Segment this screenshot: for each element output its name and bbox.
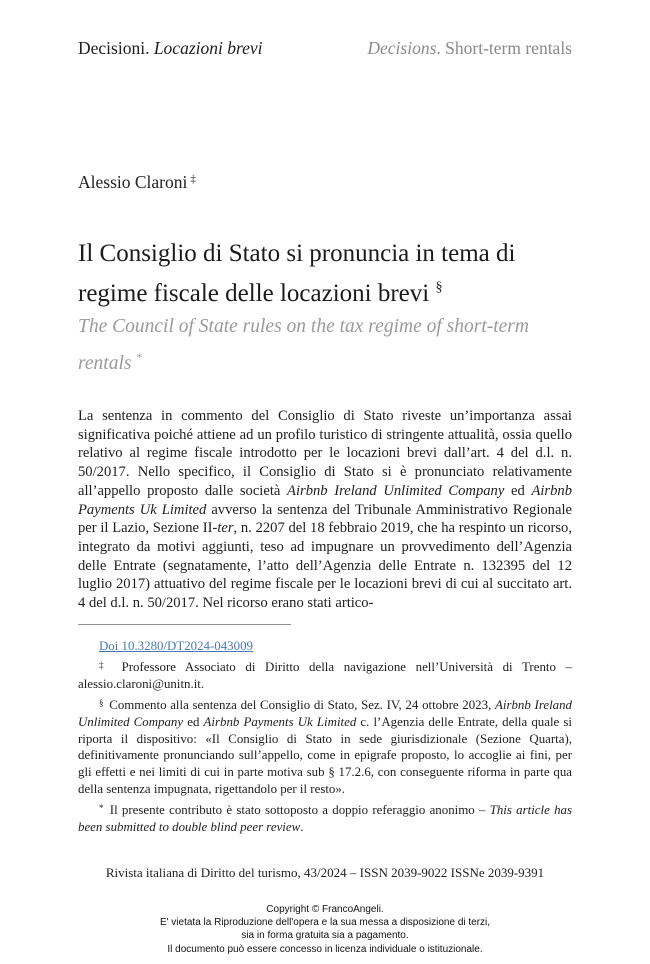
title-footnote-mark[interactable]: § [435,280,443,295]
footnote-author-text: Professore Associato di Diritto della navigazione nell’Università di Trento – alessio.claroni@unitn.it. [78,659,572,691]
section-topic: Locazioni brevi [153,38,263,58]
footnote-peer-review [78,800,572,836]
section-label-en: Decisions [367,38,437,58]
author-footnote-mark[interactable]: ‡ [190,173,196,185]
author-line [78,172,196,193]
section-label: Decisioni. [78,38,154,58]
copyright-line-2: E' vietata la Riproduzione dell'opera e la sua messa a disposizione di terzi, [159,917,491,929]
journal-footer: Rivista italiana di Diritto del turismo, 43/2024 – ISSN 2039-9022 ISSNe 2039-9391 [105,865,545,880]
article-subtitle-text: The Council of State rules on the tax regime of short-term rentals [78,316,529,374]
body-ter: ter [217,520,234,537]
footnote-commentary [78,695,572,798]
footnote-commentary-text-b: c. l’Agenzia delle Entrate, della quale si riporta il dispositivo: «Il Consiglio di Stato in sede giurisdizionale (Sezione Quarta), definitivamente pronunciando sull’appello, come in epigrafe proposto, lo accoglie ai fini, per gli effetti e nei limiti di cui in parte motiva sub § 17.2.6, con conseguente riforma in parte qua della sentenza impugnata, rigettandolo per il resto». [78,714,572,797]
body-conjunction: ed [504,482,532,499]
article-title [78,237,578,311]
running-head-right [367,38,572,59]
body-company-1: Airbnb Ireland Unlimited Company [287,482,505,499]
article-subtitle [78,312,578,379]
copyright-line-4: Il documento può essere concesso in licenza individuale o istituzionale. [167,943,483,955]
footnotes [78,638,572,836]
footnote-company-1: Airbnb Ireland Unlimited Company [78,697,572,729]
author-name: Alessio Claroni [78,172,188,192]
body-text-2: avverso la sentenza del Tribunale Amministrativo Regionale per il Lazio, Sezione II- [78,501,572,537]
running-head-left [78,38,263,59]
footnote-company-2: Airbnb Payments Uk Limited [203,714,357,729]
body-company-2: Airbnb Payments Uk Limited [78,482,572,518]
copyright-notice [0,903,650,956]
footnote-commentary-text-a: Commento alla sentenza del Consiglio di Stato, Sez. IV, 24 ottobre 2023, [109,697,496,712]
subtitle-footnote-mark[interactable]: * [136,350,143,364]
footnote-author-mark: ‡ [99,659,110,670]
body-text-1: La sentenza in commento del Consiglio di Stato riveste un’importanza assai significativa poiché attiene ad un profilo turistico di stringente attualità, ossia quello relativo al regime fiscale introdotto per le locazioni brevi dall’art. 4 del d.l. n. 50/2017. Nello specifico, il Consiglio di Stato si è pronunciato relativamente all’appello proposto dalle società [78,408,572,499]
running-head [78,38,572,62]
copyright-line-1: Copyright © FrancoAngeli. [266,904,384,915]
footnote-peer-review-text-a: Il presente contributo è stato sottoposto a doppio referaggio anonimo – [109,803,490,818]
section-topic-en: . Short-term rentals [436,38,572,58]
body-paragraph [78,407,572,613]
footnote-commentary-mark: § [99,697,104,708]
footnote-peer-review-text-en: This article has been submitted to double blind peer review [78,803,572,835]
footnote-separator [78,624,291,625]
doi-link[interactable]: Doi 10.3280/DT2024-043009 [99,639,253,653]
footnote-conjunction: ed [183,714,204,729]
footnote-peer-review-text-c: . [300,820,304,835]
copyright-line-3: sia in forma gratuita sia a pagamento. [241,930,409,942]
article-title-text: Il Consiglio di Stato si pronuncia in tema di regime fiscale delle locazioni brevi [78,240,516,307]
footnote-peer-review-mark: * [99,803,104,814]
footnote-author [78,657,572,693]
body-text-3: , n. 2207 del 18 febbraio 2019, che ha respinto un ricorso, integrato da motivi aggiunti, teso ad impugnare un provvedimento dell’Agenzia delle Entrate (segnatamente, l’atto dell’Agenzia delle Entrate n. 132395 del 12 luglio 2017) attuativo del regime fiscale per le locazioni brevi di cui al succitato art. 4 del d.l. n. 50/2017. Nel ricorso erano stati artico- [78,520,573,612]
